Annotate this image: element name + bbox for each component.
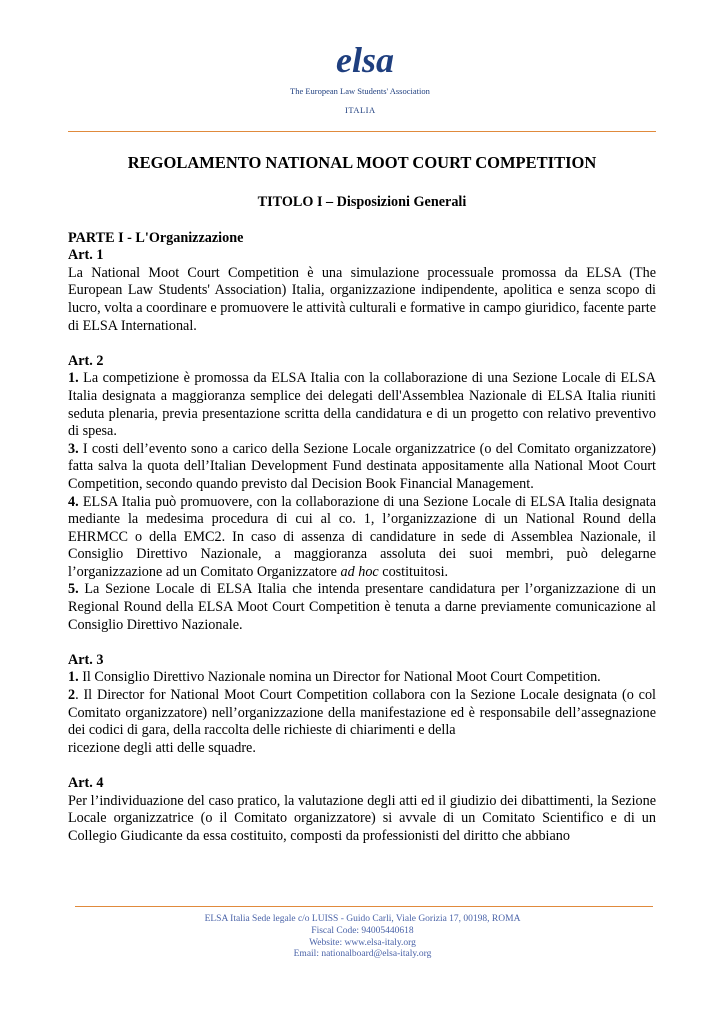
footer-divider xyxy=(75,906,653,907)
document-body xyxy=(68,153,656,845)
footer-fiscal-code: Fiscal Code: 94005440618 xyxy=(311,925,414,936)
footer-website: Website: www.elsa-italy.org xyxy=(309,937,416,948)
art2-paragraph-4: 4. ELSA Italia può promuovere, con la collaborazione di una Sezione Locale di ELSA Italia designata mediante la medesima procedura di cui al co. 1, l’organizzazione di un National Round della EHRMCC o della EMC2. In caso di assenza di candidature in sede di Assemblea Nazionale, il Consiglio Direttivo Nazionale, a maggioranza assoluta dei suoi membri, può delegarne l’organizzazione ad un Comitato Organizzatore ad hoc costituitosi. xyxy=(68,493,657,580)
art2-paragraph-3: 3. I costi dell’evento sono a carico della Sezione Locale organizzatrice (o del Comitato organizzatore) fatta salva la quota dell’Italian Development Fund destinata appositamente alla National Moot Court Competition, secondo quando previsto dal Decision Book Financial Management. xyxy=(68,440,656,492)
document-subtitle: TITOLO I – Disposizioni Generali xyxy=(257,194,467,210)
art2-paragraph-1: 1. La competizione è promossa da ELSA Italia con la collaborazione di una Sezione Locale di ELSA Italia designata a maggioranza semplice dei delegati dell'Assemblea Nazionale di ELSA Italia riuniti seduta plenaria, previa presentazione scritta della candidatura e di un progetto con relativo preventivo di spesa. xyxy=(68,370,657,440)
art4-heading: Art. 4 xyxy=(68,775,104,791)
art3-paragraph-2: 2. Il Director for National Moot Court Competition collabora con la Sezione Locale designata (o col Comitato organizzatore) nell’organizzazione della manifestazione ed è responsabile dell’assegnazione dei codici di gara, della raccolta delle richieste di chiarimenti e della xyxy=(68,687,656,739)
footer-address: ELSA Italia Sede legale c/o LUISS - Guido Carli, Viale Gorizia 17, 00198, ROMA xyxy=(204,914,521,924)
art3-heading: Art. 3 xyxy=(68,651,104,668)
page-footer xyxy=(0,914,725,961)
art3-paragraph-2-end: ricezione degli atti delle squadre. xyxy=(68,739,256,756)
art1-text: La National Moot Court Competition è una simulazione processuale promossa da ELSA (The European Law Students' Association) Italia, organizzazione indipendente, apolitica e senza scopo di lucro, volta a coordinare e promuovere le attività culturali e formative in campo giuridico, facente parte di ELSA International. xyxy=(68,264,656,334)
footer-email: Email: nationalboard@elsa-italy.org xyxy=(293,949,432,960)
org-name: The European Law Students' Association xyxy=(290,86,430,96)
art4-text: Per l’individuazione del caso pratico, la valutazione degli atti ed il giudizio dei dibattimenti, la Sezione Locale organizzatrice (o il Comitato organizzatore) si avvale di un Comitato Scientifico e di un Collegio Giudicante da essa costituito, composti da professionisti del diritto che abbiano xyxy=(68,792,656,844)
art2-heading: Art. 2 xyxy=(68,352,104,369)
page-header xyxy=(0,30,725,125)
parte-heading: PARTE I - L'Organizzazione xyxy=(68,229,244,246)
svg-text:elsa: elsa xyxy=(336,40,394,80)
org-country: ITALIA xyxy=(345,105,376,115)
art3-paragraph-1: 1. Il Consiglio Direttivo Nazionale nomina un Director for National Moot Court Competition. xyxy=(68,669,601,686)
header-divider xyxy=(68,131,656,132)
art2-paragraph-5: 5. La Sezione Locale di ELSA Italia che intenda presentare candidatura per l’organizzazione di un Regional Round della ELSA Moot Court Competition è tenuta a darne previamente comunicazione al Consiglio Direttivo Nazionale. xyxy=(68,581,656,633)
art1-heading: Art. 1 xyxy=(68,247,104,264)
document-title: REGOLAMENTO NATIONAL MOOT COURT COMPETITION xyxy=(127,153,597,172)
elsa-logo xyxy=(320,40,410,80)
